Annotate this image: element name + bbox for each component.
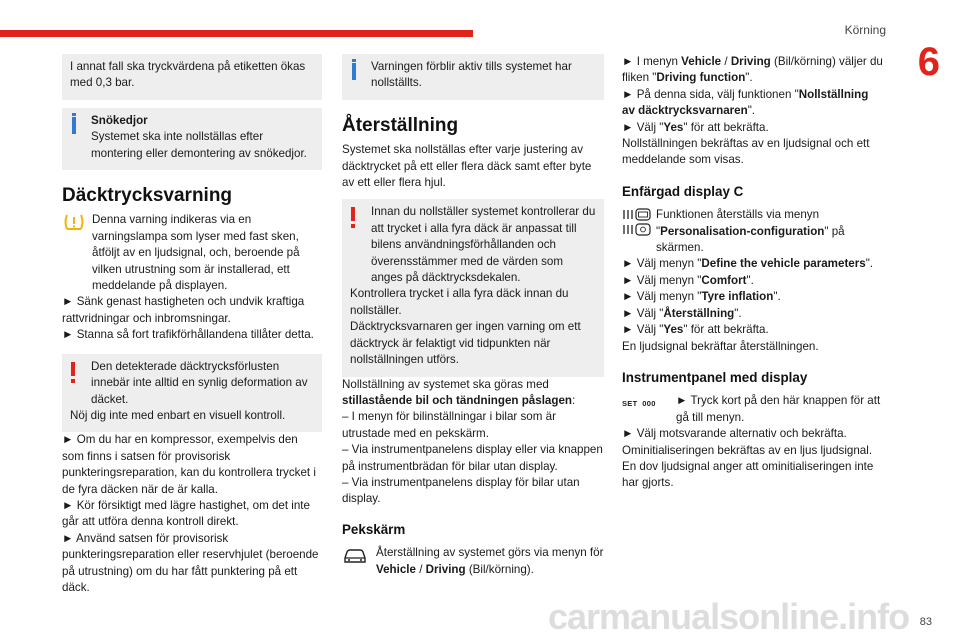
touchscreen-separator: / xyxy=(415,562,426,576)
info-icon xyxy=(72,117,76,134)
mono-step-5-end: ". xyxy=(734,306,742,320)
step-drive-carefully: ► Kör försiktigt med lägre hastighet, om det inte går att utföra denna kontroll direkt. xyxy=(62,498,310,529)
set-zeros: 000 xyxy=(642,399,656,409)
touch-step-2-function: Nollställning av däcktrycksvarnaren xyxy=(622,87,869,118)
mono-step-5-menu: Återställning xyxy=(663,306,735,320)
touch-step-2-end: ". xyxy=(747,104,756,118)
reset-option-touchscreen: – I menyn för bilinställningar i bilar som är utrustade med en pekskärm. xyxy=(342,410,556,440)
car-icon xyxy=(342,547,368,570)
reset-condition-bold: stillastående bil och tändningen påslagen xyxy=(342,393,572,407)
mono-step-3-menu: Comfort xyxy=(701,273,747,287)
mono-step-1-end: " på skärmen. xyxy=(656,224,845,255)
warning-box-before-reset xyxy=(342,199,604,376)
touch-step-1-sep: / xyxy=(721,55,731,68)
set-label: SET xyxy=(622,399,638,409)
info-box-text: Varningen förblir aktiv tills systemet har nollställts. xyxy=(371,60,572,90)
watermark: carmanualsonline.info xyxy=(548,596,910,637)
reset-intro: Systemet ska nollställas efter varje justering av däcktrycket på ett eller flera däck samt efter byte av ett eller flera hjul. xyxy=(342,143,592,190)
touchscreen-text xyxy=(376,545,604,578)
mono-step-6-a: ► Välj " xyxy=(622,323,664,337)
touch-step-1-e: (Bil/körning) väljer du fliken " xyxy=(622,55,883,85)
touch-step-3-a: ► Välj " xyxy=(622,120,664,134)
touchscreen-text-tail: (Bil/körning). xyxy=(465,562,534,576)
info-box-title: Snökedjor xyxy=(91,113,148,127)
info-icon-dot xyxy=(72,113,76,116)
mono-step-2-a: ► Välj menyn " xyxy=(622,257,702,271)
mono-step-4-end: ". xyxy=(773,290,781,304)
mono-display-step-6 xyxy=(622,322,884,338)
mono-display-step-5 xyxy=(622,306,884,322)
warning-icon-dot xyxy=(351,224,355,228)
warning-box-text-3: Däcktrycksvarnaren ger ingen varning om ett däcktryck är felaktigt vid tidpunkten när nollställningen utförs. xyxy=(350,320,581,367)
instrument-panel-paragraph xyxy=(622,393,884,426)
touchscreen-paragraph xyxy=(342,545,604,578)
touch-step-1-vehicle: Vehicle xyxy=(681,55,722,68)
heading-mono-display: Enfärgad display C xyxy=(622,183,744,199)
heading-touchscreen: Pekskärm xyxy=(342,521,406,537)
mono-step-6-end: " för att bekräfta. xyxy=(683,323,769,337)
mono-step-3-end: ". xyxy=(746,273,754,287)
mono-step-2-menu: Define the vehicle parameters xyxy=(701,257,866,271)
warning-icon-dot xyxy=(71,379,75,383)
heading-tyre-warning: Däcktrycksvarning xyxy=(62,185,233,207)
touch-step-1-driving: Driving xyxy=(730,55,771,68)
note-text: I annat fall ska tryckvärdena på etiketten ökas med 0,3 bar. xyxy=(70,60,306,90)
mono-display-confirmation: En ljudsignal bekräftar återställningen. xyxy=(622,339,819,353)
warning-icon xyxy=(351,207,355,221)
warning-box-text-1: Den detekterade däcktrycksförlusten innebär inte alltid en synlig deformation av däcket. xyxy=(91,359,308,406)
warning-paragraph xyxy=(62,212,322,294)
mono-step-1-a: Funktionen återställs via menyn " xyxy=(656,208,820,238)
warning-description: Denna varning indikeras via en varningslampa som lyser med fast sken, åtföljt av en ljudsignal, och, beroende på vilken utrustning som är installerad, ett meddelande på displayen. xyxy=(92,213,300,293)
heading-instrument-panel: Instrumentpanel med display xyxy=(622,369,808,385)
instrument-step-1: ► Tryck kort på den här knappen för att gå till menyn. xyxy=(676,394,881,424)
mono-display-paragraph xyxy=(622,207,884,256)
mono-step-5-a: ► Välj " xyxy=(622,306,664,320)
set-button-icon xyxy=(622,396,656,412)
info-box-text: Systemet ska inte nollställas efter montering eller demontering av snökedjor. xyxy=(91,130,307,160)
touch-step-1 xyxy=(622,54,884,87)
mono-display-step-1 xyxy=(656,207,884,256)
info-icon xyxy=(352,63,356,80)
note-box xyxy=(62,54,322,100)
mono-display-step-2 xyxy=(622,256,884,272)
reset-condition-lead: Nollställning av systemet ska göras med xyxy=(342,377,549,391)
reset-option-button: – Via instrumentpanelens display eller via knappen på instrumentbrädan för bilar utan display. xyxy=(342,443,603,473)
step-reduce-speed: ► Sänk genast hastigheten och undvik kraftiga rattvridningar och inbromsningar. xyxy=(62,295,305,325)
mono-step-1-menu: Personalisation-configuration xyxy=(660,224,825,238)
mono-step-4-a: ► Välj menyn " xyxy=(622,290,702,304)
column-2 xyxy=(342,54,604,578)
touch-step-3-end: " för att bekräfta. xyxy=(683,120,769,134)
heading-reset: Återställning xyxy=(342,114,459,136)
column-1 xyxy=(62,54,322,596)
touch-step-1-a: ► I menyn xyxy=(622,55,682,68)
touch-step-2 xyxy=(622,87,884,120)
column-3 xyxy=(622,54,884,492)
instrument-confirmation: Ominitialiseringen bekräftas av en ljus ljudsignal. En dov ljudsignal anger att ominitialiseringen inte har gjorts. xyxy=(622,443,874,490)
touch-step-2-a: ► På denna sida, välj funktionen " xyxy=(622,87,799,101)
warning-box-text-2: Nöj dig inte med enbart en visuell kontroll. xyxy=(70,408,286,422)
info-icon-dot xyxy=(352,59,356,62)
info-box-snow-chains xyxy=(62,108,322,170)
display-buttons-icon xyxy=(622,207,652,242)
touchscreen-text-lead: Återställning av systemet görs via menyn för xyxy=(376,546,604,560)
touch-step-1-function: Driving function xyxy=(656,71,746,85)
instrument-step-2: ► Välj motsvarande alternativ och bekräfta. xyxy=(622,427,847,441)
touch-step-3 xyxy=(622,120,884,136)
touch-confirmation: Nollställningen bekräftas av en ljudsignal och ett meddelande som visas. xyxy=(622,137,870,167)
mono-step-3-a: ► Välj menyn " xyxy=(622,273,702,287)
touchscreen-menu-vehicle: Vehicle xyxy=(376,562,416,576)
tyre-pressure-warning-icon xyxy=(62,212,86,237)
section-name: Körning xyxy=(844,23,886,37)
warning-box-text-1: Innan du nollställer systemet kontrollerar du att trycket i alla fyra däck är anpassat till bilens användningsförhållanden och överensstämmer med de värden som anges på däcktrycksdekalen. xyxy=(371,205,596,285)
warning-box-text-2: Kontrollera trycket i alla fyra däck innan du nollställer. xyxy=(350,287,569,317)
mono-step-2-end: ". xyxy=(865,257,874,271)
mono-step-4-menu: Tyre inflation xyxy=(701,290,774,304)
touchscreen-menu-driving: Driving xyxy=(425,562,466,576)
step-stop: ► Stanna så fort trafikförhållandena tillåter detta. xyxy=(62,328,314,342)
mono-display-step-3 xyxy=(622,273,884,289)
info-box-warning-active xyxy=(342,54,604,100)
chapter-number: 6 xyxy=(917,40,940,84)
reset-condition xyxy=(342,377,604,410)
header-accent-bar xyxy=(0,30,473,37)
warning-icon xyxy=(71,362,75,376)
step-compressor: ► Om du har en kompressor, exempelvis den som finns i satsen för provisorisk punkteringsreparation, kan du kontrollera trycket i de fyra däcken när de är kalla. xyxy=(62,433,316,496)
touch-step-1-end: ". xyxy=(745,71,753,85)
page-number: 83 xyxy=(919,616,932,628)
touch-step-3-yes: Yes xyxy=(663,120,684,134)
step-repair-kit: ► Använd satsen för provisorisk punkteringsreparation eller reservhjulet (beroende på utrustning) om du har fått punktering på ett däck. xyxy=(62,531,319,594)
mono-display-step-4 xyxy=(622,289,884,305)
reset-option-display: – Via instrumentpanelens display för bilar utan display. xyxy=(342,475,580,506)
warning-box-deformation xyxy=(62,354,322,433)
mono-step-6-yes: Yes xyxy=(663,323,684,337)
reset-condition-colon: : xyxy=(571,393,576,407)
